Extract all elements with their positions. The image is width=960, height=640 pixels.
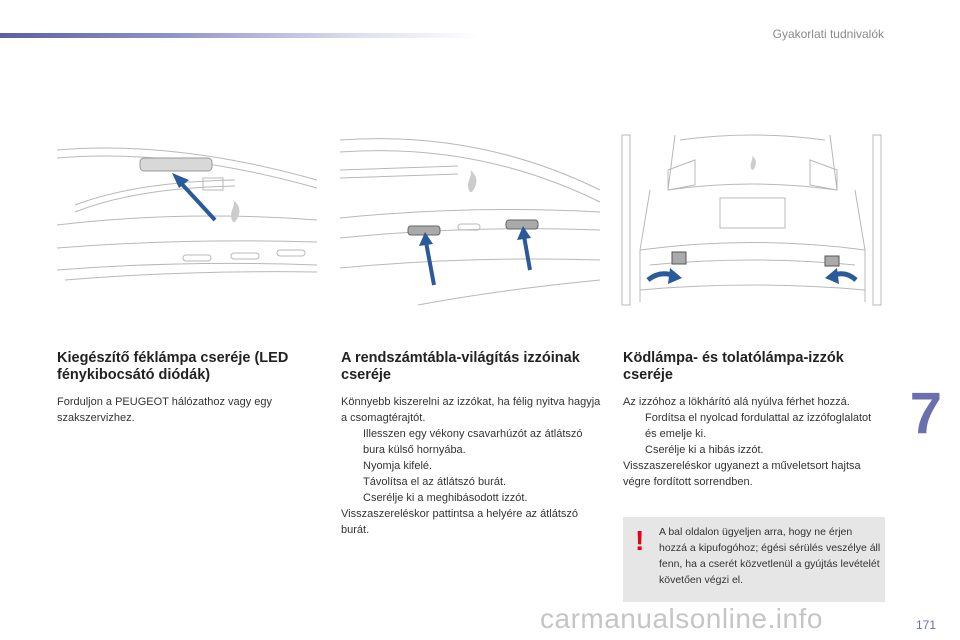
section-outro: Visszaszereléskor pattintsa a helyére az átlátszó burát. (341, 508, 579, 536)
section-outro: Visszaszereléskor ugyanezt a műveletsort hajtsa végre fordított sorrendben. (623, 460, 861, 488)
watermark: carmanualsonline.info (540, 603, 823, 634)
step-list (341, 426, 603, 506)
bumper-lamps-illustration (620, 130, 885, 310)
brake-light-illustration (55, 130, 320, 310)
section-title: Ködlámpa- és tolatólámpa-izzók cseréje (623, 350, 844, 383)
header-accent-bar (0, 33, 480, 38)
list-item: Nyomja kifelé. (363, 460, 433, 472)
list-item: Illesszen egy vékony csavarhúzót az átlátszó bura külső hornyába. (363, 428, 583, 456)
plate-light-illustration (338, 130, 603, 310)
warning-box (623, 517, 885, 602)
page-header-title: Gyakorlati tudnivalók (772, 27, 884, 41)
section-paragraph: Forduljon a PEUGEOT hálózathoz vagy egy szakszervizhez. (57, 396, 273, 424)
section-plate-light (341, 350, 603, 538)
list-item: Fordítsa el nyolcad fordulattal az izzófoglalatot és emelje ki. (645, 412, 872, 440)
section-title: Kiegészítő féklámpa cseréje (LED fénykibocsátó diódák) (57, 350, 289, 383)
list-item: Cserélje ki a hibás izzót. (645, 444, 764, 456)
section-intro: Az izzóhoz a lökhárító alá nyúlva férhet hozzá. (623, 396, 850, 408)
step-list (623, 410, 885, 458)
list-item: Távolítsa el az átlátszó burát. (363, 476, 507, 488)
section-intro: Könnyebb kiszerelni az izzókat, ha félig nyitva hagyja a csomagtérajtót. (341, 396, 601, 424)
chapter-number: 7 (909, 381, 942, 446)
section-fog-reverse-lamps (623, 350, 885, 490)
list-item: Cserélje ki a meghibásodott izzót. (363, 492, 528, 504)
page-number: 171 (915, 618, 936, 632)
section-title: A rendszámtábla-világítás izzóinak cseréje (341, 350, 580, 383)
warning-text: A bal oldalon ügyeljen arra, hogy ne érjen hozzá a kipufogóhoz; égési sérülés veszélye áll fenn, ha a cserét közvetlenül a gyújtás levételét követően végzi el. (659, 526, 881, 586)
warning-icon: ! (635, 525, 645, 556)
section-brake-light (57, 350, 322, 426)
